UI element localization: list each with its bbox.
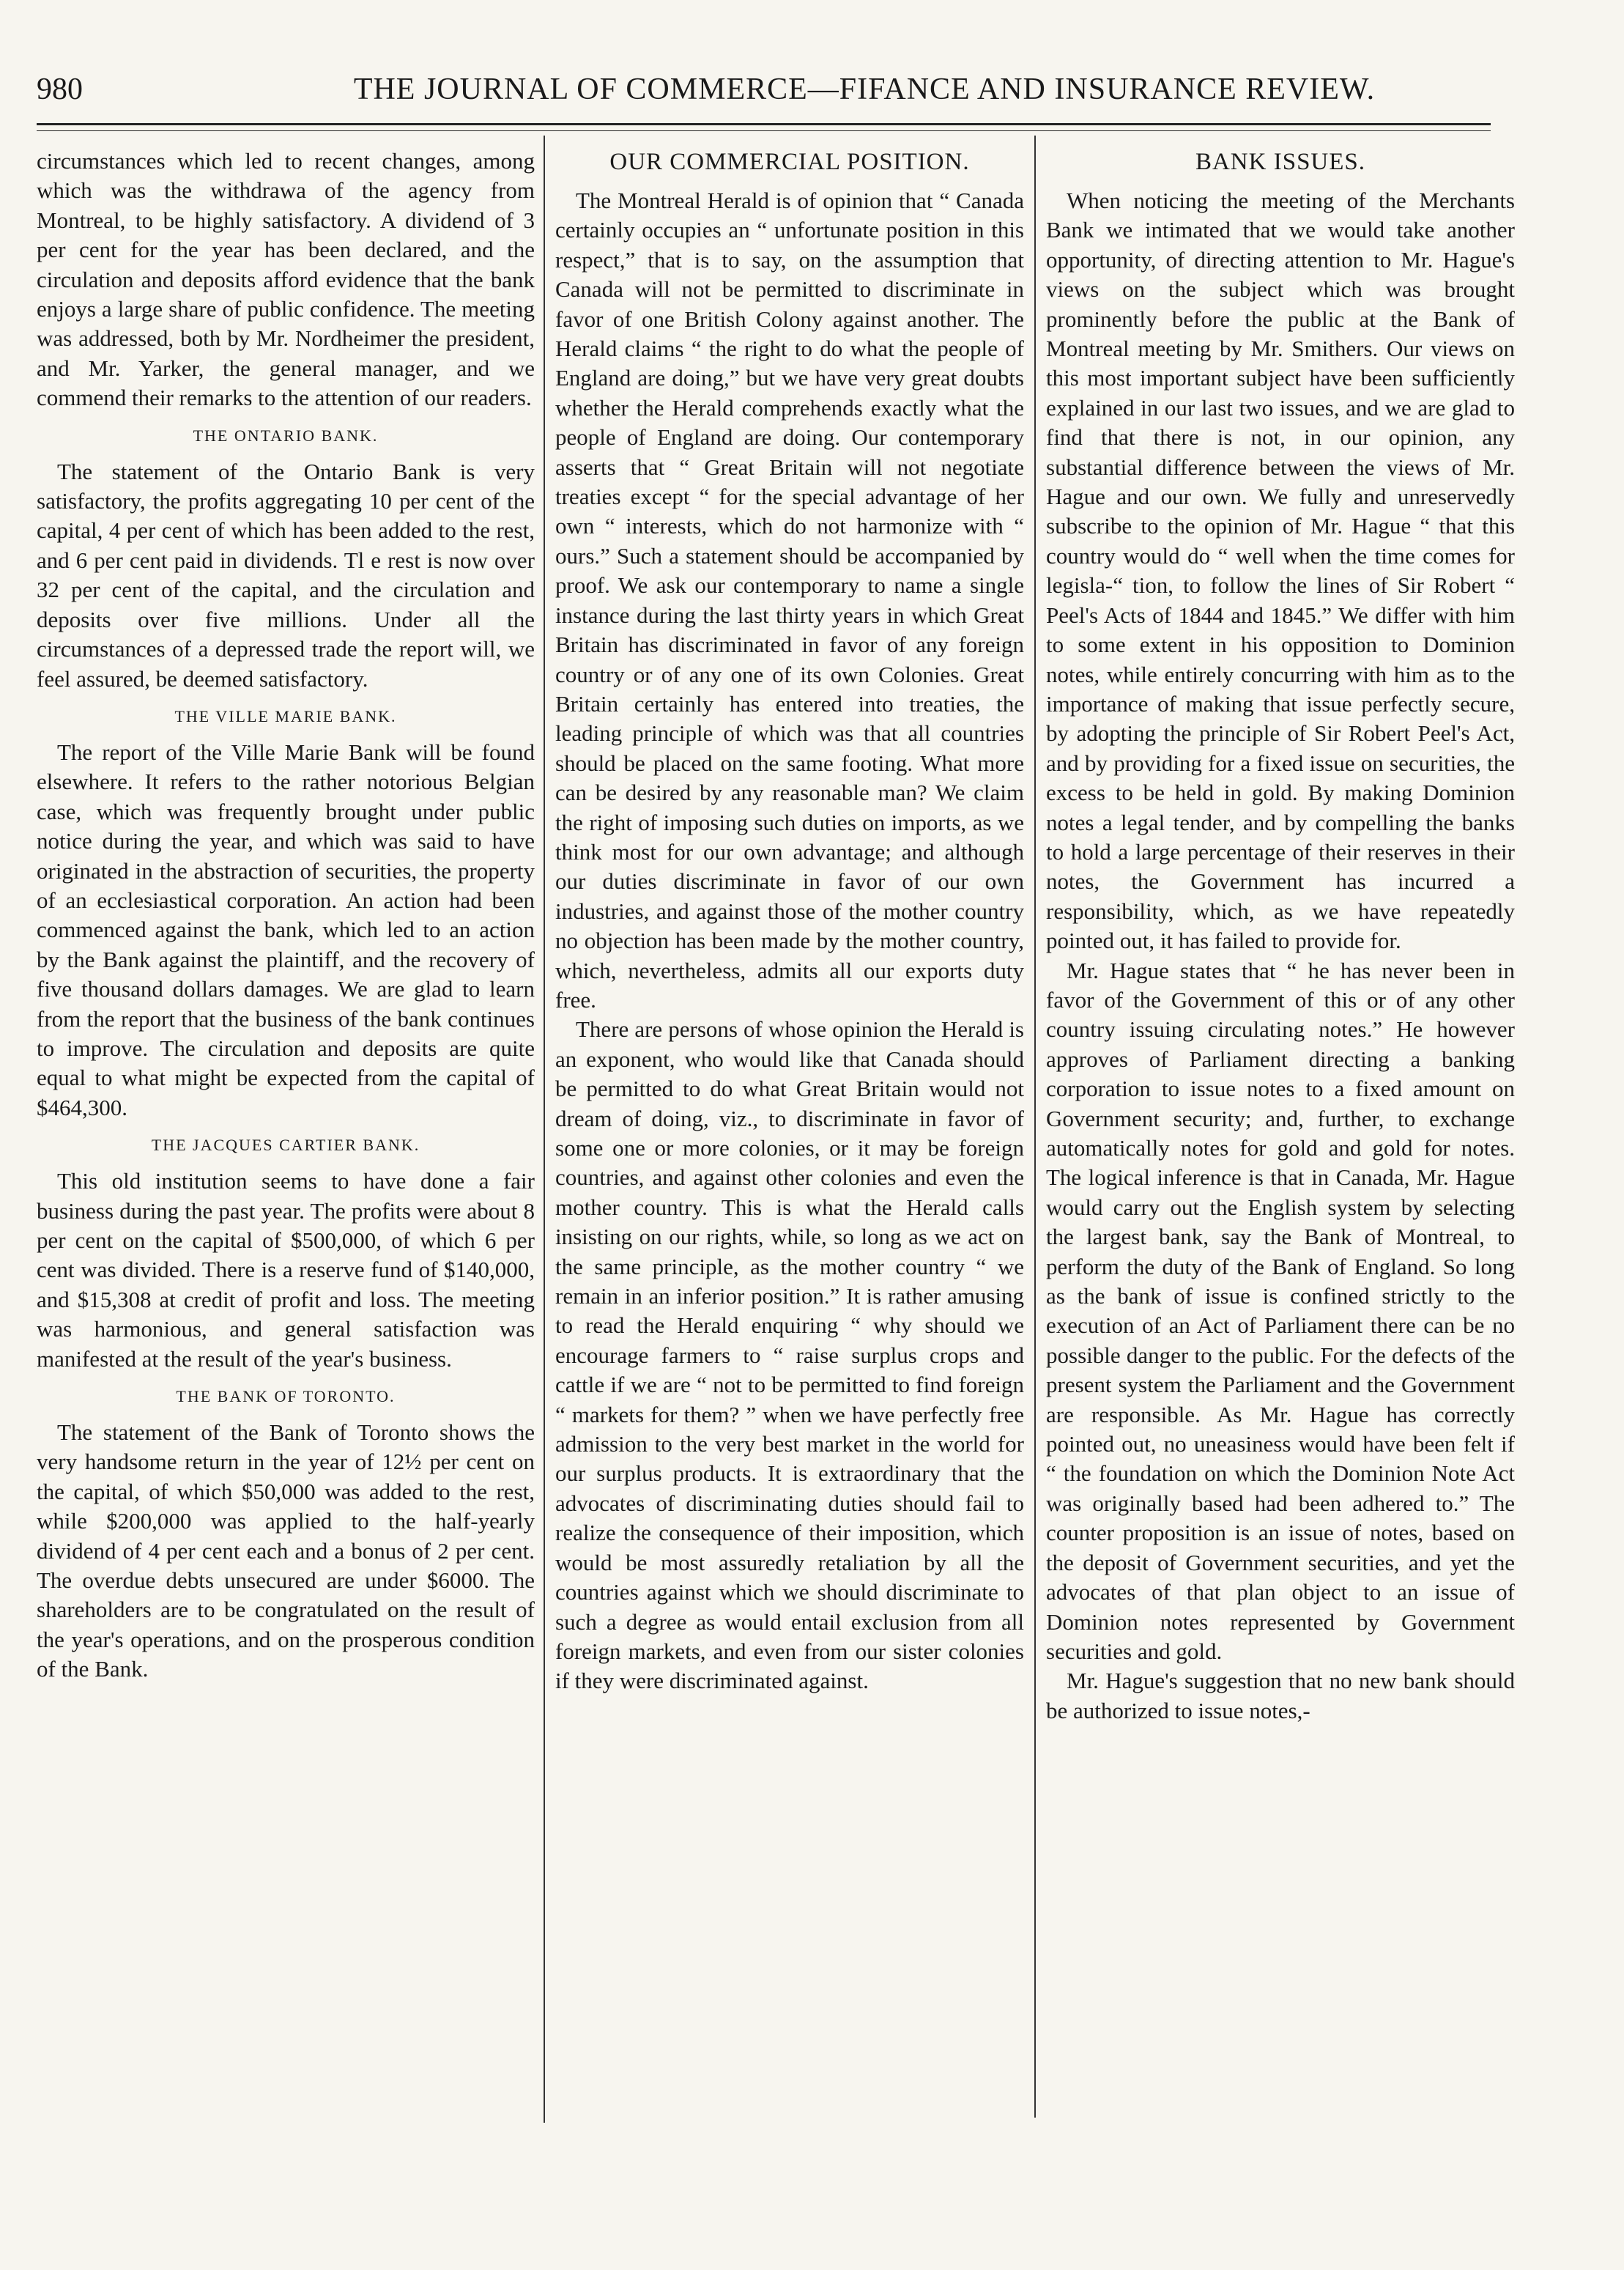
- column-bank-reports: [37, 147, 535, 2125]
- column-bank-issues: [1046, 147, 1515, 2125]
- paragraph: The Montreal Herald is of opinion that “ Canada certainly occupies an “ unfortunate position in this respect,” that is to say, on the assumption that Canada will not be permitted to discriminate in favor of one British Colony against another. The Herald claims “ the right to do what the people of England are doing,” but we have very great doubts whether the Herald comprehends exactly what the people of England are doing. Our contemporary asserts that “ Great Britain will not negotiate treaties except “ for the special advantage of her own “ interests, which do not harmonize with “ ours.” Such a statement should be accompanied by proof. We ask our contemporary to name a single instance during the last thirty years in which Great Britain has discriminated in favor of any foreign country or of any one of its own Colonies. Great Britain certainly has entered into treaties, the leading principle of which was that all countries should be placed on the same footing. What more can be desired by any reasonable man? We claim the right of imposing such duties on imports, as we think most for our own advantage; and although our duties discriminate in favor of our own industries, and against those of the mother country no objection has been made by the mother country, which, nevertheless, admits all our exports duty free.: [555, 188, 1024, 1013]
- paragraph: There are persons of whose opinion the Herald is an exponent, who would like that Canada should be permitted to do what Great Britain would not dream of doing, viz., to discriminate in favor of some one or more colonies, or it may be foreign countries, and against other colonies and even the mother country. This is what the Herald calls insisting on our rights, while, so long as we act on the same principle, as the mother country “ we remain in an inferior position.” It is rather amusing to read the Herald enquiring “ why should we encourage farmers to “ raise surplus crops and cattle if we are “ not to be permitted to find foreign “ markets for them? ” when we have perfectly free admission to the very best market in the world for our surplus products. It is extraordinary that the advocates of discriminating duties should fail to realize the consequence of their imposition, which would be most assuredly retaliation by all the countries against which we should discriminate to such a degree as would entail exclusion from all foreign markets, and even from our sister colonies if they were discriminated against.: [555, 1016, 1024, 1694]
- column-commercial-position: [555, 147, 1024, 2125]
- section-heading-ontario-bank: THE ONTARIO BANK.: [193, 426, 379, 445]
- article-title: OUR COMMERCIAL POSITION.: [609, 149, 970, 175]
- page-number: 980: [37, 73, 83, 106]
- header-rule-thin: [37, 130, 1491, 131]
- paragraph: The statement of the Ontario Bank is very satisfactory, the profits aggregating 10 per cent of the capital, 4 per cent of which has been added to the rest, and 6 per cent paid in dividends. Tl e rest is now over 32 per cent of the capital, and the circulation and deposits over five millions. Under all the circumstances of a depressed trade the report will, we feel assured, be deemed satisfactory.: [37, 458, 535, 692]
- paragraph: When noticing the meeting of the Merchants Bank we intimated that we would take another opportunity, of directing attention to Mr. Hague's views on the subject which was brought prominently before the public at the Bank of Montreal meeting by Mr. Smithers. Our views on this most important subject have been sufficiently explained in our last two issues, and we are glad to find that there is not, in our opinion, any substantial difference between the views of Mr. Hague and our own. We fully and unreservedly subscribe to the opinion of Mr. Hague “ that this country would do “ well when the time comes for legisla-“ tion, to follow the lines of Sir Robert “ Peel's Acts of 1844 and 1845.” We differ with him to some extent in his opposition to Dominion notes, while entirely concurring with him as to the importance of making that issue perfectly secure, by adopting the principle of Sir Robert Peel's Act, and by providing for a fixed issue on securities, the excess to be held in gold. By making Dominion notes a legal tender, and by compelling the banks to hold a large percentage of their reserves in their notes, the Government has incurred a responsibility, which, as we have repeatedly pointed out, it has failed to provide for.: [1046, 188, 1515, 954]
- section-heading-bank-of-toronto: THE BANK OF TORONTO.: [176, 1387, 396, 1406]
- paragraph: The report of the Ville Marie Bank will be found elsewhere. It refers to the rather notorious Belgian case, which was frequently brought under public notice during the year, and which was said to have originated in the abstraction of securities, the property of an ecclesiastical corporation. An action had been commenced against the bank, which led to an action by the Bank against the plaintiff, and the recovery of five thousand dollars damages. We are glad to learn from the report that the business of the bank continues to improve. The circulation and deposits are quite equal to what might be expected from the capital of $464,300.: [37, 739, 535, 1120]
- journal-title: THE JOURNAL OF COMMERCE—FIFANCE AND INSURANCE REVIEW.: [353, 73, 1376, 106]
- column-divider: [1034, 136, 1036, 2118]
- page-header: [37, 72, 1502, 116]
- paragraph: Mr. Hague states that “ he has never been in favor of the Government of this or of any other country issuing circulating notes.” He however approves of Parliament directing a banking corporation to issue notes to a fixed amount on Government security; and, further, to exchange automatically notes for gold and gold for notes. The logical inference is that in Canada, Mr. Hague would carry out the English system by selecting the largest bank, say the Bank of Montreal, to perform the duty of the Bank of England. So long as the bank of issue is confined strictly to the execution of an Act of Parliament there can be no possible danger to the public. For the defects of the present system the Parliament and the Government are responsible. As Mr. Hague has correctly pointed out, no uneasiness would have been felt if “ the foundation on which the Dominion Note Act was originally based had been adhered to.” The counter proposition is an issue of notes, based on the deposit of Government securities, and yet the advocates of that plan object to an issue of Dominion notes represented by Government securities and gold.: [1046, 957, 1515, 1664]
- paragraph: Mr. Hague's suggestion that no new bank should be authorized to issue notes,-: [1046, 1668, 1515, 1723]
- section-heading-jacques-cartier-bank: THE JACQUES CARTIER BANK.: [151, 1136, 420, 1155]
- header-rule-thick: [37, 123, 1491, 125]
- article-title: BANK ISSUES.: [1195, 149, 1366, 175]
- column-divider: [544, 136, 545, 2123]
- paragraph: The statement of the Bank of Toronto shows the very handsome return in the year of 12½ per cent on the capital, of which $50,000 was added to the rest, while $200,000 was applied to the half-yearly dividend of 4 per cent each and a bonus of 2 per cent. The overdue debts unsecured are under $6000. The shareholders are to be congratulated on the result of the year's operations, and on the prosperous condition of the Bank.: [37, 1419, 535, 1682]
- section-heading-ville-marie-bank: THE VILLE MARIE BANK.: [174, 706, 397, 725]
- paragraph: circumstances which led to recent changes, among which was the withdrawa of the agency from Montreal, to be highly satisfactory. A dividend of 3 per cent for the year has been declared, and the circulation and deposits afford evidence that the bank enjoys a large share of public confidence. The meeting was addressed, both by Mr. Nordheimer the president, and Mr. Yarker, the general manager, and we commend their remarks to the attention of our readers.: [37, 148, 535, 411]
- paragraph: This old institution seems to have done a fair business during the past year. The profits were about 8 per cent on the capital of $500,000, of which 6 per cent was divided. There is a reserve fund of $140,000, and $15,308 at credit of profit and loss. The meeting was harmonious, and general satisfaction was manifested at the result of the year's business.: [37, 1168, 535, 1372]
